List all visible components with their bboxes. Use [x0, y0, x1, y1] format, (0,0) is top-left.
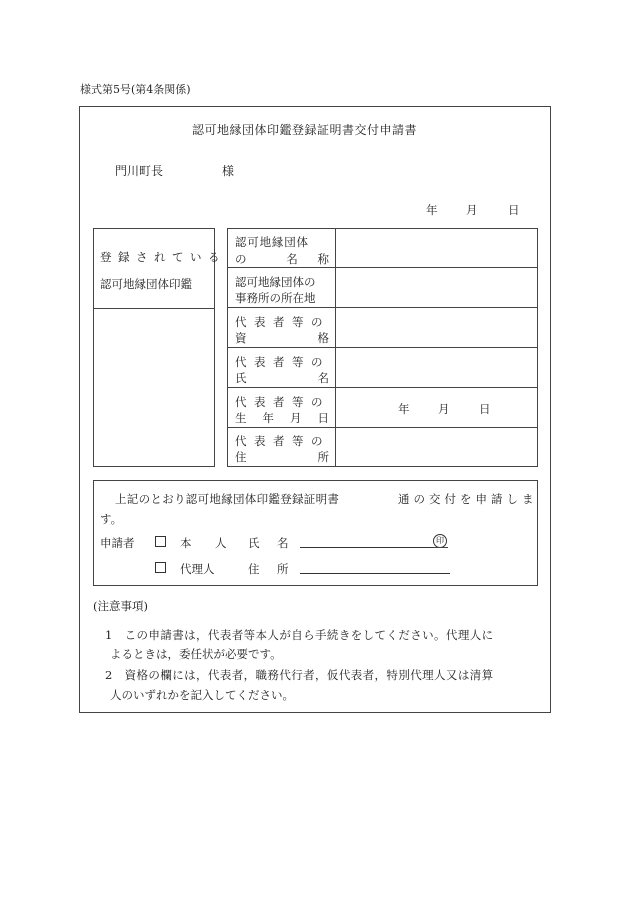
addressee-name: 門川町長 [115, 164, 164, 178]
date-day: 日 [508, 203, 520, 217]
row-divider [227, 387, 538, 388]
notes-heading: (注意事項) [93, 599, 148, 613]
label-text: 所 [317, 450, 329, 464]
label-text: 名 [317, 371, 329, 385]
value-rep-name[interactable] [337, 349, 536, 386]
seal-box-label-2: 認可地縁団体印鑑 [100, 277, 192, 291]
label-office-line2: 事務所の所在地 [235, 291, 316, 305]
agent-label: 代理人 [180, 562, 215, 576]
label-rep-name-line1: 代表者等の [235, 355, 330, 369]
self-label: 本 人 [180, 536, 233, 550]
label-text: 日 [317, 411, 329, 425]
row-divider [227, 427, 538, 428]
date-year: 年 [426, 203, 438, 217]
seal-box-label-1: 登録されている [100, 250, 226, 264]
value-birth-day: 日 [479, 402, 491, 416]
label-rep-qual-line2 [235, 330, 329, 346]
applicant-label: 申請者 [100, 536, 135, 550]
label-rep-qual-line1: 代表者等の [235, 315, 330, 329]
label-text: 年 [262, 411, 274, 425]
form-number: 様式第5号(第4条関係) [80, 83, 191, 96]
request-text-3: す。 [100, 512, 123, 526]
label-text: 生 [235, 411, 247, 425]
label-text: の [235, 252, 247, 266]
row-divider [227, 307, 538, 308]
seal-box-divider [93, 308, 215, 309]
label-text: 資 [235, 331, 247, 345]
label-text: 名 [286, 252, 298, 266]
note-2-line-1: 2 資格の欄には，代表者，職務代行者，仮代表者，特別代理人又は清算 [105, 668, 494, 682]
agent-checkbox[interactable] [155, 562, 166, 573]
label-group-name-line1: 認可地縁団体 [235, 235, 309, 249]
value-rep-qualification[interactable] [337, 309, 536, 346]
addressee-honorific: 様 [222, 164, 235, 178]
label-text: 称 [317, 252, 329, 266]
row-divider [227, 347, 538, 348]
request-text-1: 上記のとおり認可地縁団体印鑑登録証明書 [115, 492, 340, 506]
row-divider [227, 267, 538, 268]
value-office-address[interactable] [337, 269, 536, 306]
value-birth-year: 年 [398, 402, 410, 416]
label-rep-birth-line1: 代表者等の [235, 395, 330, 409]
label-group-name-line2 [235, 251, 329, 267]
note-1-line-1: 1 この申請書は，代表者等本人が自ら手続きをしてください。代理人に [105, 628, 494, 642]
label-rep-name-line2 [235, 370, 329, 386]
label-text: 格 [317, 331, 329, 345]
name-label: 氏 名 [248, 536, 292, 550]
seal-stamp-area[interactable] [95, 310, 213, 465]
label-rep-birth-line2 [235, 410, 329, 426]
address-label: 住 所 [248, 562, 292, 576]
request-text-2: 通の交付を申請しま [398, 492, 538, 506]
label-office-line1: 認可地縁団体の [235, 275, 316, 289]
label-text: 氏 [235, 371, 247, 385]
value-rep-address[interactable] [337, 429, 536, 466]
applicant-name-input[interactable] [300, 531, 433, 548]
label-text: 住 [235, 450, 247, 464]
value-birth-month: 月 [438, 402, 450, 416]
applicant-address-input[interactable] [300, 557, 450, 574]
self-checkbox[interactable] [155, 536, 166, 547]
label-text: 月 [290, 411, 302, 425]
form-title: 認可地縁団体印鑑登録証明書交付申請書 [192, 123, 418, 137]
note-1-line-2: よるときは，委任状が必要です。 [110, 647, 282, 661]
label-rep-addr-line1: 代表者等の [235, 434, 330, 448]
name-underline-tail [433, 547, 448, 548]
request-count-input[interactable] [358, 489, 392, 505]
label-rep-addr-line2 [235, 449, 329, 465]
date-month: 月 [466, 203, 478, 217]
value-group-name[interactable] [337, 230, 536, 266]
seal-mark: 印 [433, 534, 447, 548]
note-2-line-2: 人のいずれかを記入してください。 [110, 688, 294, 702]
